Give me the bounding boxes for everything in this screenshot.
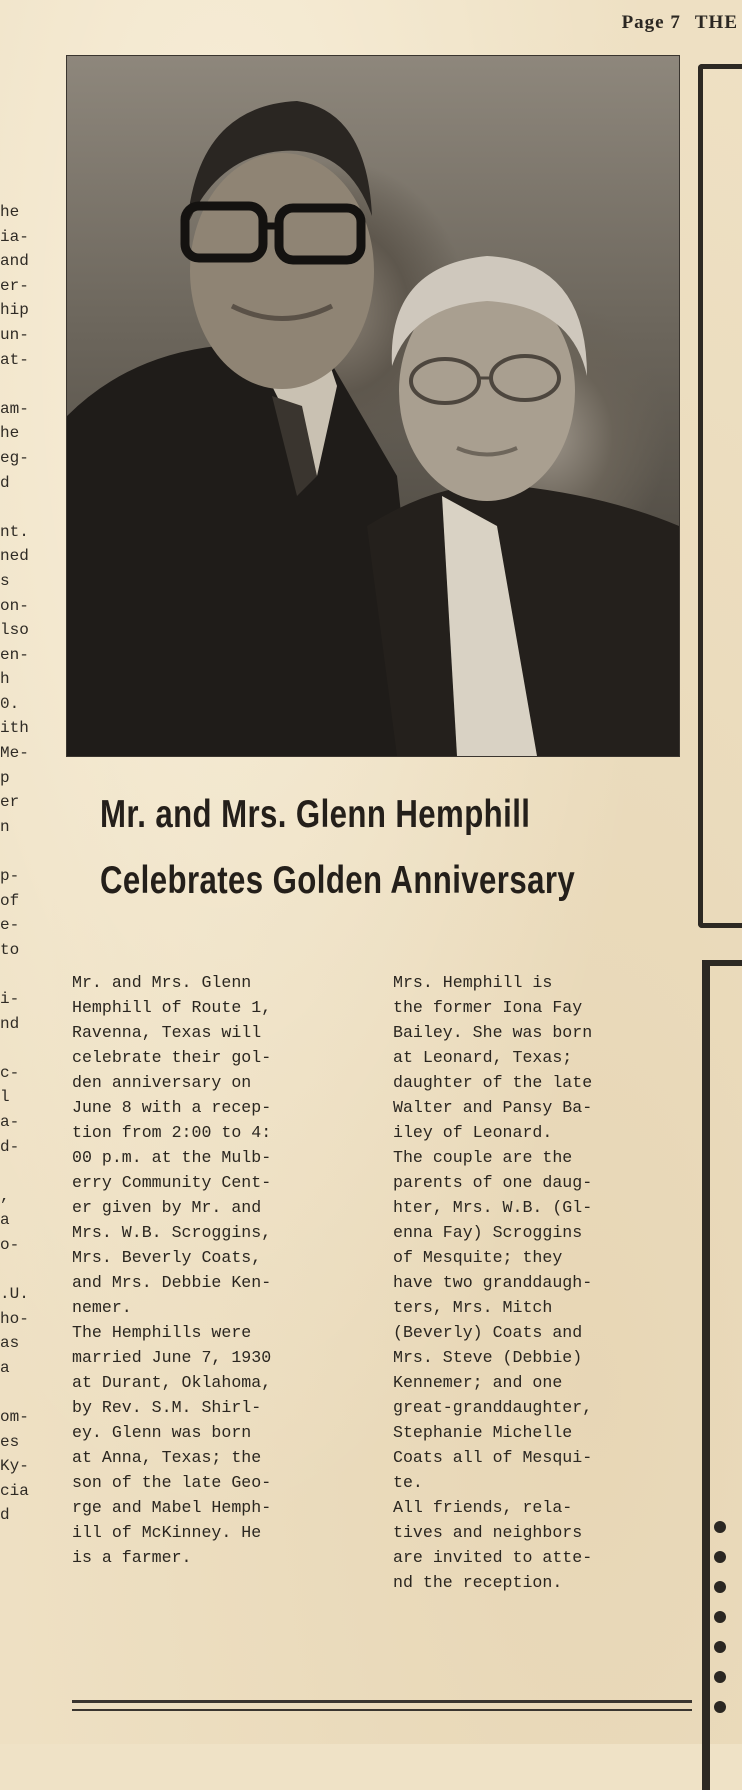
article-line: Mrs. W.B. Scroggins, bbox=[72, 1223, 272, 1242]
article-line: and Mrs. Debbie Ken- bbox=[72, 1273, 272, 1292]
left-column-line: , bbox=[0, 1186, 10, 1205]
article-line: Walter and Pansy Ba- bbox=[393, 1098, 593, 1117]
page-number: Page 7 bbox=[621, 12, 681, 33]
left-column-line: ho- bbox=[0, 1309, 29, 1328]
left-column-line: a bbox=[0, 1358, 10, 1377]
left-column-line: to bbox=[0, 940, 20, 959]
article-line: of Mesquite; they bbox=[393, 1248, 563, 1267]
left-column-line: he bbox=[0, 424, 20, 443]
left-column-line bbox=[0, 495, 60, 520]
left-column-line: am- bbox=[0, 399, 29, 418]
left-column-line: i- bbox=[0, 990, 20, 1008]
left-column-line: Ky- bbox=[0, 1457, 29, 1476]
article-line: Mr. and Mrs. Glenn bbox=[72, 973, 252, 992]
article-line: nemer. bbox=[72, 1298, 132, 1317]
article-line: erry Community Cent- bbox=[72, 1173, 272, 1192]
article-line: rge and Mabel Hemph- bbox=[72, 1498, 272, 1517]
left-column-line: eg- bbox=[0, 448, 29, 467]
article-line: ey. Glenn was born bbox=[72, 1423, 252, 1442]
left-column-line bbox=[0, 1381, 60, 1406]
left-column-line: lso bbox=[0, 621, 29, 640]
left-column-line: n bbox=[0, 817, 10, 836]
left-column-line: as bbox=[0, 1334, 20, 1353]
article-line: Kennemer; and one bbox=[393, 1373, 563, 1392]
article-line: er given by Mr. and bbox=[72, 1198, 262, 1217]
left-column-line: cia bbox=[0, 1481, 29, 1500]
article-line: at Anna, Texas; the bbox=[72, 1448, 262, 1467]
article-line: All friends, rela- bbox=[393, 1498, 573, 1517]
left-column-line: p bbox=[0, 768, 10, 787]
left-column-line: 0. bbox=[0, 694, 20, 713]
article-line: Coats all of Mesqui- bbox=[393, 1448, 593, 1467]
article-line: Mrs. Steve (Debbie) bbox=[393, 1348, 583, 1367]
left-column-line: d bbox=[0, 473, 10, 492]
left-column-line: un- bbox=[0, 325, 29, 344]
left-column-line: d- bbox=[0, 1137, 20, 1156]
left-column-line: on- bbox=[0, 596, 29, 615]
left-column-line: o- bbox=[0, 1235, 20, 1254]
left-column-line: Me- bbox=[0, 744, 29, 763]
article-line: Bailey. She was born bbox=[393, 1023, 593, 1042]
dot-leader-column bbox=[712, 1505, 730, 1731]
right-border-box-top bbox=[698, 64, 742, 928]
left-column-line bbox=[0, 1258, 60, 1283]
bottom-rule bbox=[72, 1700, 692, 1703]
article-line: the former Iona Fay bbox=[393, 998, 583, 1017]
article-column-2 bbox=[393, 970, 678, 1595]
left-column-line: c- bbox=[0, 1063, 20, 1082]
article-line: iley of Leonard. bbox=[393, 1123, 553, 1142]
left-column-line: om- bbox=[0, 1408, 29, 1427]
left-column-line: .U. bbox=[0, 1285, 29, 1304]
article-line: Mrs. Beverly Coats, bbox=[72, 1248, 262, 1267]
article-line: tion from 2:00 to 4: bbox=[72, 1123, 272, 1142]
article-line: at Leonard, Texas; bbox=[393, 1048, 573, 1067]
article-headline bbox=[100, 782, 576, 914]
left-column-line bbox=[0, 1159, 60, 1184]
left-column-clipped-text bbox=[0, 200, 60, 1744]
left-column-line: er bbox=[0, 793, 20, 812]
article-line: tives and neighbors bbox=[393, 1523, 583, 1542]
left-column-line: hip bbox=[0, 301, 29, 320]
article-line: Ravenna, Texas will bbox=[72, 1023, 262, 1042]
left-column-line: d bbox=[0, 1506, 10, 1525]
left-column-line: at- bbox=[0, 350, 29, 369]
left-column-line: of bbox=[0, 891, 20, 910]
article-line: nd the reception. bbox=[393, 1573, 563, 1592]
bottom-rule-secondary bbox=[72, 1709, 692, 1711]
article-line: ill of McKinney. He bbox=[72, 1523, 262, 1542]
page-header bbox=[608, 12, 738, 34]
article-line: great-granddaughter, bbox=[393, 1398, 593, 1417]
article-line: 00 p.m. at the Mulb- bbox=[72, 1148, 272, 1167]
article-line: te. bbox=[393, 1473, 423, 1492]
left-column-line: er- bbox=[0, 276, 29, 295]
left-column-line: en- bbox=[0, 645, 29, 664]
article-line: celebrate their gol- bbox=[72, 1048, 272, 1067]
article-line: (Beverly) Coats and bbox=[393, 1323, 583, 1342]
article-line: at Durant, Oklahoma, bbox=[72, 1373, 272, 1392]
left-column-line: p- bbox=[0, 867, 20, 886]
article-line: ters, Mrs. Mitch bbox=[393, 1298, 553, 1317]
left-column-line: nt. bbox=[0, 522, 29, 541]
left-column-line: a- bbox=[0, 1112, 20, 1131]
article-line: enna Fay) Scroggins bbox=[393, 1223, 583, 1242]
left-column-line: s bbox=[0, 571, 10, 590]
headline-line-2: Celebrates Golden Anniversary bbox=[100, 859, 576, 902]
left-column-line: ned bbox=[0, 547, 29, 566]
left-column-line: and bbox=[0, 252, 29, 271]
article-line: have two granddaugh- bbox=[393, 1273, 593, 1292]
article-line: hter, Mrs. W.B. (Gl- bbox=[393, 1198, 593, 1217]
article-line: married June 7, 1930 bbox=[72, 1348, 272, 1367]
article-line: The couple are the bbox=[393, 1148, 573, 1167]
photo-illustration bbox=[67, 56, 679, 756]
article-line: Stephanie Michelle bbox=[393, 1423, 573, 1442]
left-column-line bbox=[0, 962, 60, 987]
left-column-line: nd bbox=[0, 1014, 20, 1033]
left-column-line: ia- bbox=[0, 227, 29, 246]
left-column-line: e- bbox=[0, 916, 20, 935]
couple-photograph bbox=[66, 55, 680, 757]
left-column-line bbox=[0, 839, 60, 864]
headline-line-1: Mr. and Mrs. Glenn Hemphill bbox=[100, 793, 531, 836]
article-line: by Rev. S.M. Shirl- bbox=[72, 1398, 262, 1417]
article-line: is a farmer. bbox=[72, 1548, 192, 1567]
left-column-line bbox=[0, 372, 60, 397]
left-column-line: h bbox=[0, 670, 10, 689]
article-line: parents of one daug- bbox=[393, 1173, 593, 1192]
left-column-line bbox=[0, 1036, 60, 1061]
article-line: den anniversary on bbox=[72, 1073, 252, 1092]
article-line: daughter of the late bbox=[393, 1073, 593, 1092]
article-line: June 8 with a recep- bbox=[72, 1098, 272, 1117]
left-column-line: ith bbox=[0, 719, 29, 738]
article-line: son of the late Geo- bbox=[72, 1473, 272, 1492]
masthead-fragment: THE bbox=[694, 12, 738, 33]
article-line: Mrs. Hemphill is bbox=[393, 973, 553, 992]
article-column-1 bbox=[72, 970, 357, 1570]
article-line: are invited to atte- bbox=[393, 1548, 593, 1567]
article-line: The Hemphills were bbox=[72, 1323, 252, 1342]
left-column-line: l bbox=[0, 1088, 10, 1107]
left-column-line: es bbox=[0, 1432, 20, 1451]
left-column-line: he bbox=[0, 203, 20, 221]
left-column-line: a bbox=[0, 1211, 10, 1230]
article-line: Hemphill of Route 1, bbox=[72, 998, 272, 1017]
